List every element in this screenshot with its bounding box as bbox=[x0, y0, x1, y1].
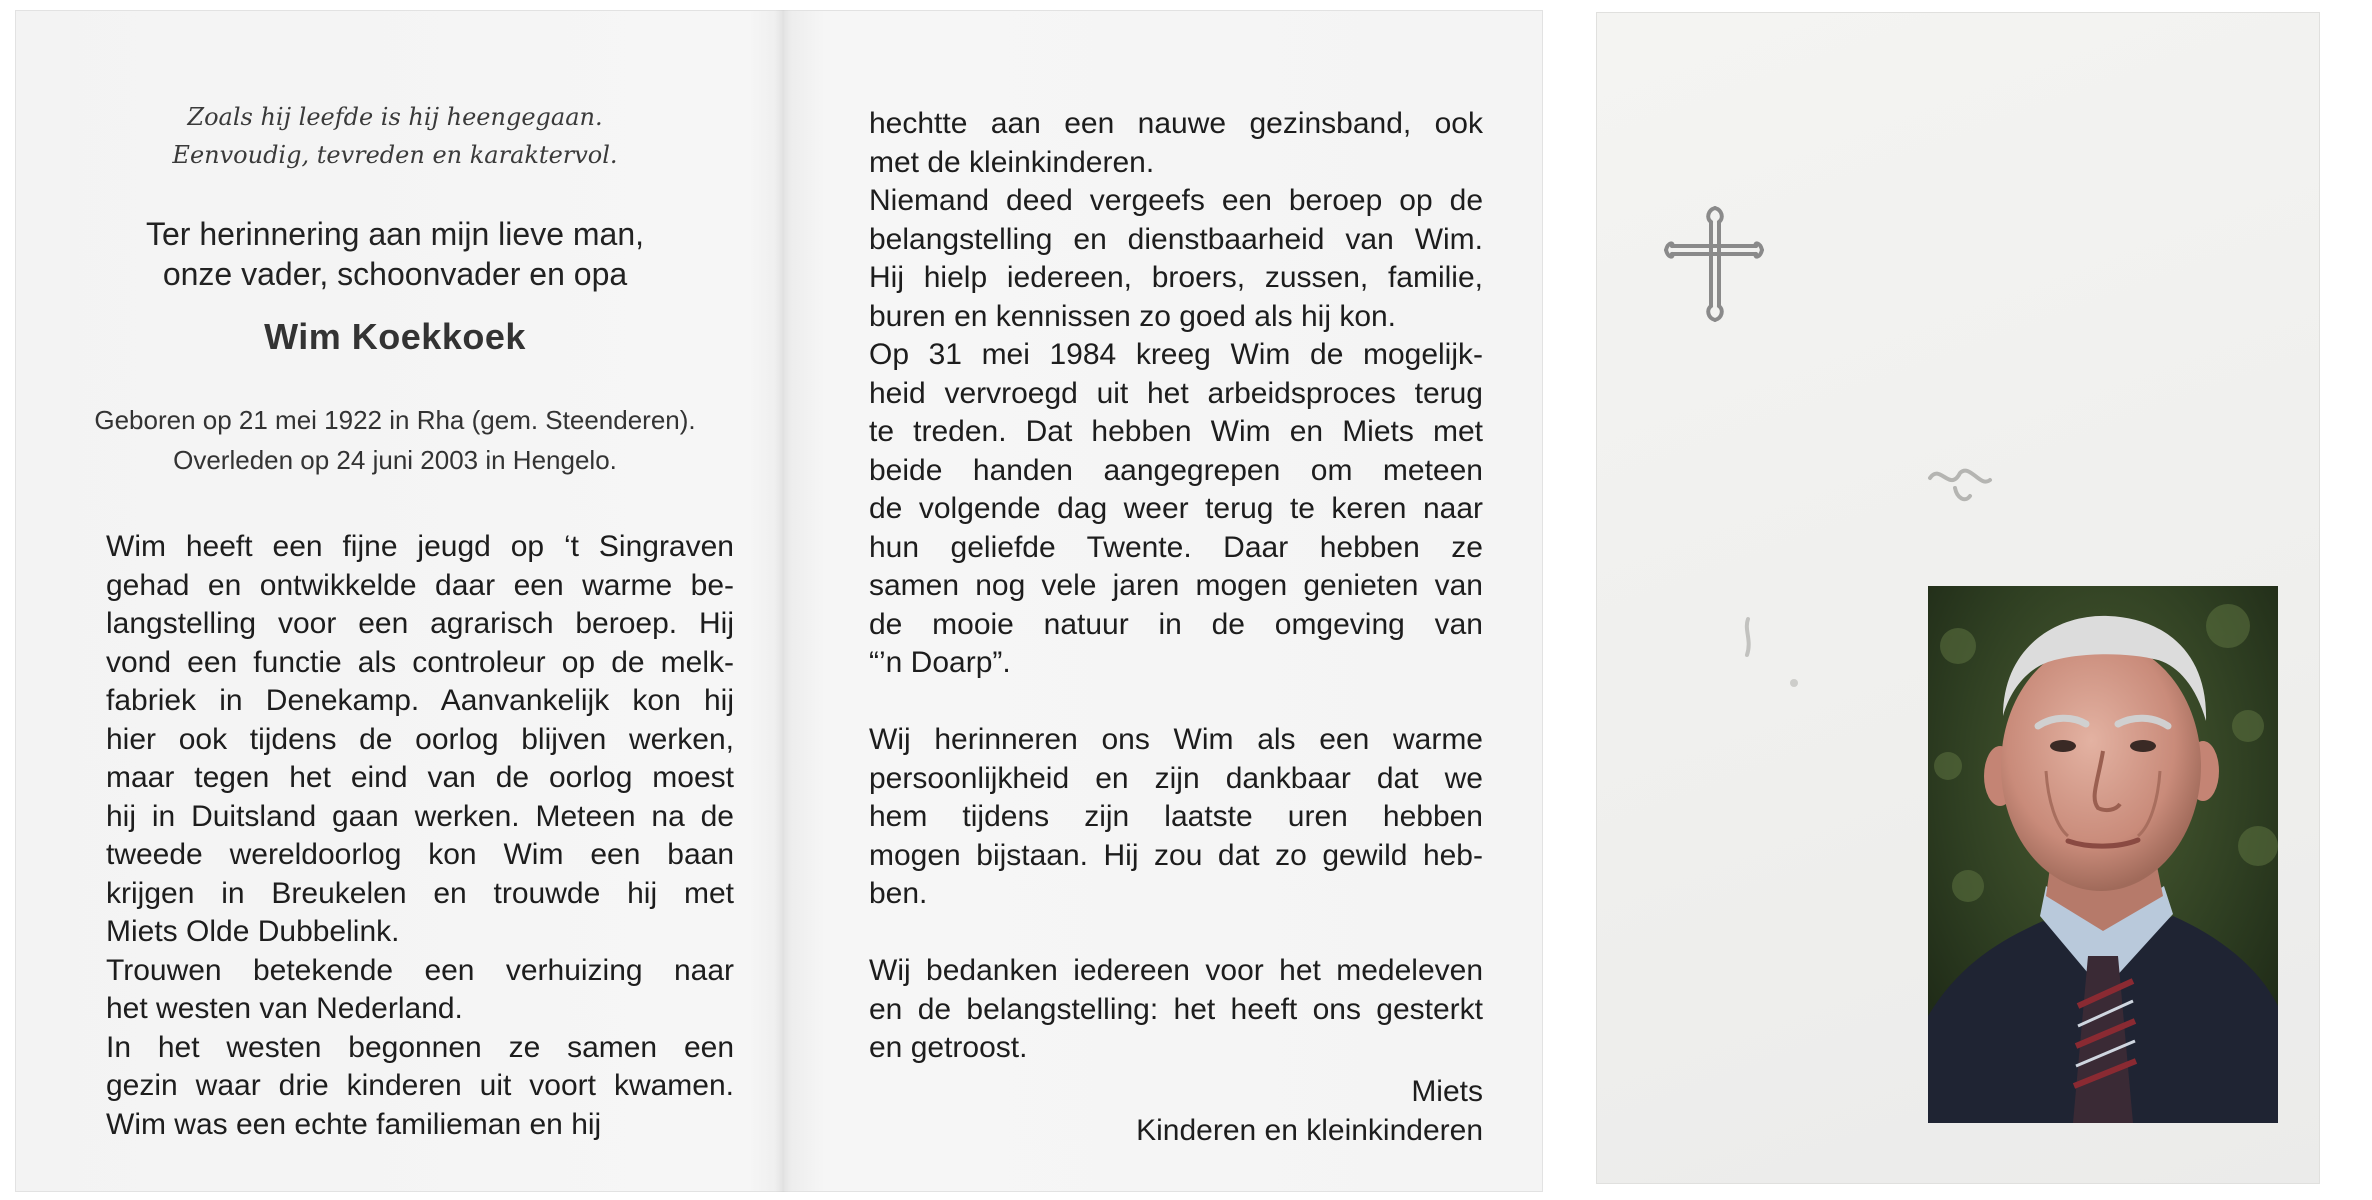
signature bbox=[1136, 1073, 1483, 1150]
text-line: langstelling voor een agrarisch beroep. Hij bbox=[106, 607, 734, 640]
motto-line: Zoals hij leefde is hij heengegaan. bbox=[187, 103, 603, 131]
text-line: beide handen aangegrepen om meteen bbox=[869, 453, 1483, 487]
text-line: maar tegen het eind van de oorlog moest bbox=[106, 761, 734, 794]
deceased-name: Wim Koekkoek bbox=[264, 316, 526, 357]
text-line: hechtte aan een nauwe gezinsband, ook bbox=[869, 107, 1483, 140]
signature-line: Miets bbox=[1411, 1075, 1483, 1108]
text-line: het westen van Nederland. bbox=[106, 992, 463, 1025]
text-line: hun geliefde Twente. Daar hebben ze bbox=[869, 530, 1483, 564]
text-line: en de belangstelling: het heeft ons gesterkt bbox=[869, 992, 1483, 1026]
text-line: hem tijdens zijn laatste uren hebben bbox=[869, 800, 1483, 833]
text-line: Wij herinneren ons Wim als een warme bbox=[869, 723, 1483, 756]
text-line: mogen bijstaan. Hij zou dat zo gewild heb- bbox=[869, 838, 1483, 872]
text-line: ben. bbox=[869, 877, 928, 910]
decorative-smudge bbox=[1787, 675, 1801, 693]
text-line: de volgende dag weer terug te keren naar bbox=[869, 492, 1483, 525]
text-line: hij in Duitsland gaan werken. Meteen na de bbox=[106, 799, 734, 833]
text-line: Wim heeft een fijne jeugd op ‘t Singraven bbox=[106, 530, 734, 563]
text-line: Trouwen betekende een verhuizing naar bbox=[106, 953, 734, 987]
text-line: Wij bedanken iedereen voor het medeleven bbox=[869, 954, 1483, 987]
text-line: heid vervroegd uit het arbeidsproces terug bbox=[869, 376, 1483, 410]
text-line: persoonlijkheid en zijn dankbaar dat we bbox=[869, 761, 1483, 795]
biography-right bbox=[869, 105, 1483, 1068]
text-line: krijgen in Breukelen en trouwde hij met bbox=[106, 876, 734, 910]
text-line: vond een functie als controleur op de melk- bbox=[106, 645, 734, 679]
text-line: Wim was een echte familieman en hij bbox=[106, 1107, 602, 1141]
text-line: en getroost. bbox=[869, 1031, 1028, 1064]
paragraph-gap bbox=[869, 683, 1483, 722]
decorative-smudge bbox=[1925, 458, 1995, 508]
text-line: Op 31 mei 1984 kreeg Wim de mogelijk- bbox=[869, 338, 1483, 371]
text-line: tweede wereldoorlog kon Wim een baan bbox=[106, 838, 734, 871]
portrait-photo bbox=[1928, 586, 2278, 1123]
intro-line: Ter herinnering aan mijn lieve man, bbox=[145, 216, 645, 252]
text-line: Miets Olde Dubbelink. bbox=[106, 915, 400, 948]
right-page bbox=[791, 10, 1543, 1192]
text-line: de mooie natuur in de omgeving van bbox=[869, 607, 1483, 641]
card-fold bbox=[775, 10, 791, 1192]
decorative-smudge bbox=[1738, 615, 1758, 665]
birth-line: Geboren op 21 mei 1922 in Rha (gem. Steenderen). bbox=[94, 405, 696, 435]
left-page bbox=[15, 10, 775, 1192]
intro-line: onze vader, schoonvader en opa bbox=[162, 256, 628, 292]
text-line: te treden. Dat hebben Wim en Miets met bbox=[869, 415, 1483, 448]
motto-line: Eenvoudig, tevreden en karaktervol. bbox=[172, 141, 618, 169]
text-line: In het westen begonnen ze samen een bbox=[106, 1030, 734, 1064]
signature-line: Kinderen en kleinkinderen bbox=[1136, 1113, 1483, 1147]
motto bbox=[15, 98, 775, 174]
text-line: Niemand deed vergeefs een beroep op de bbox=[869, 184, 1483, 217]
text-line: hier ook tijdens de oorlog blijven werken, bbox=[106, 722, 734, 756]
life-dates bbox=[15, 400, 775, 480]
text-line: fabriek in Denekamp. Aanvankelijk kon hij bbox=[106, 684, 734, 717]
text-line: met de kleinkinderen. bbox=[869, 145, 1155, 179]
cross-icon bbox=[1664, 204, 1764, 324]
biography-left bbox=[106, 528, 734, 1144]
text-line: gezin waar drie kinderen uit voort kwamen. bbox=[106, 1069, 734, 1102]
text-line: gehad en ontwikkelde daar een warme be- bbox=[106, 568, 734, 602]
paragraph-gap bbox=[869, 914, 1483, 953]
text-line: samen nog vele jaren mogen genieten van bbox=[869, 569, 1483, 602]
text-line: buren en kennissen zo goed als hij kon. bbox=[869, 299, 1397, 333]
intro-text bbox=[15, 214, 775, 294]
text-line: “’n Doarp”. bbox=[869, 646, 1011, 679]
death-line: Overleden op 24 juni 2003 in Hengelo. bbox=[173, 445, 617, 475]
text-line: belangstelling en dienstbaarheid van Wim. bbox=[869, 222, 1483, 256]
text-line: Hij hielp iedereen, broers, zussen, familie, bbox=[869, 261, 1483, 294]
